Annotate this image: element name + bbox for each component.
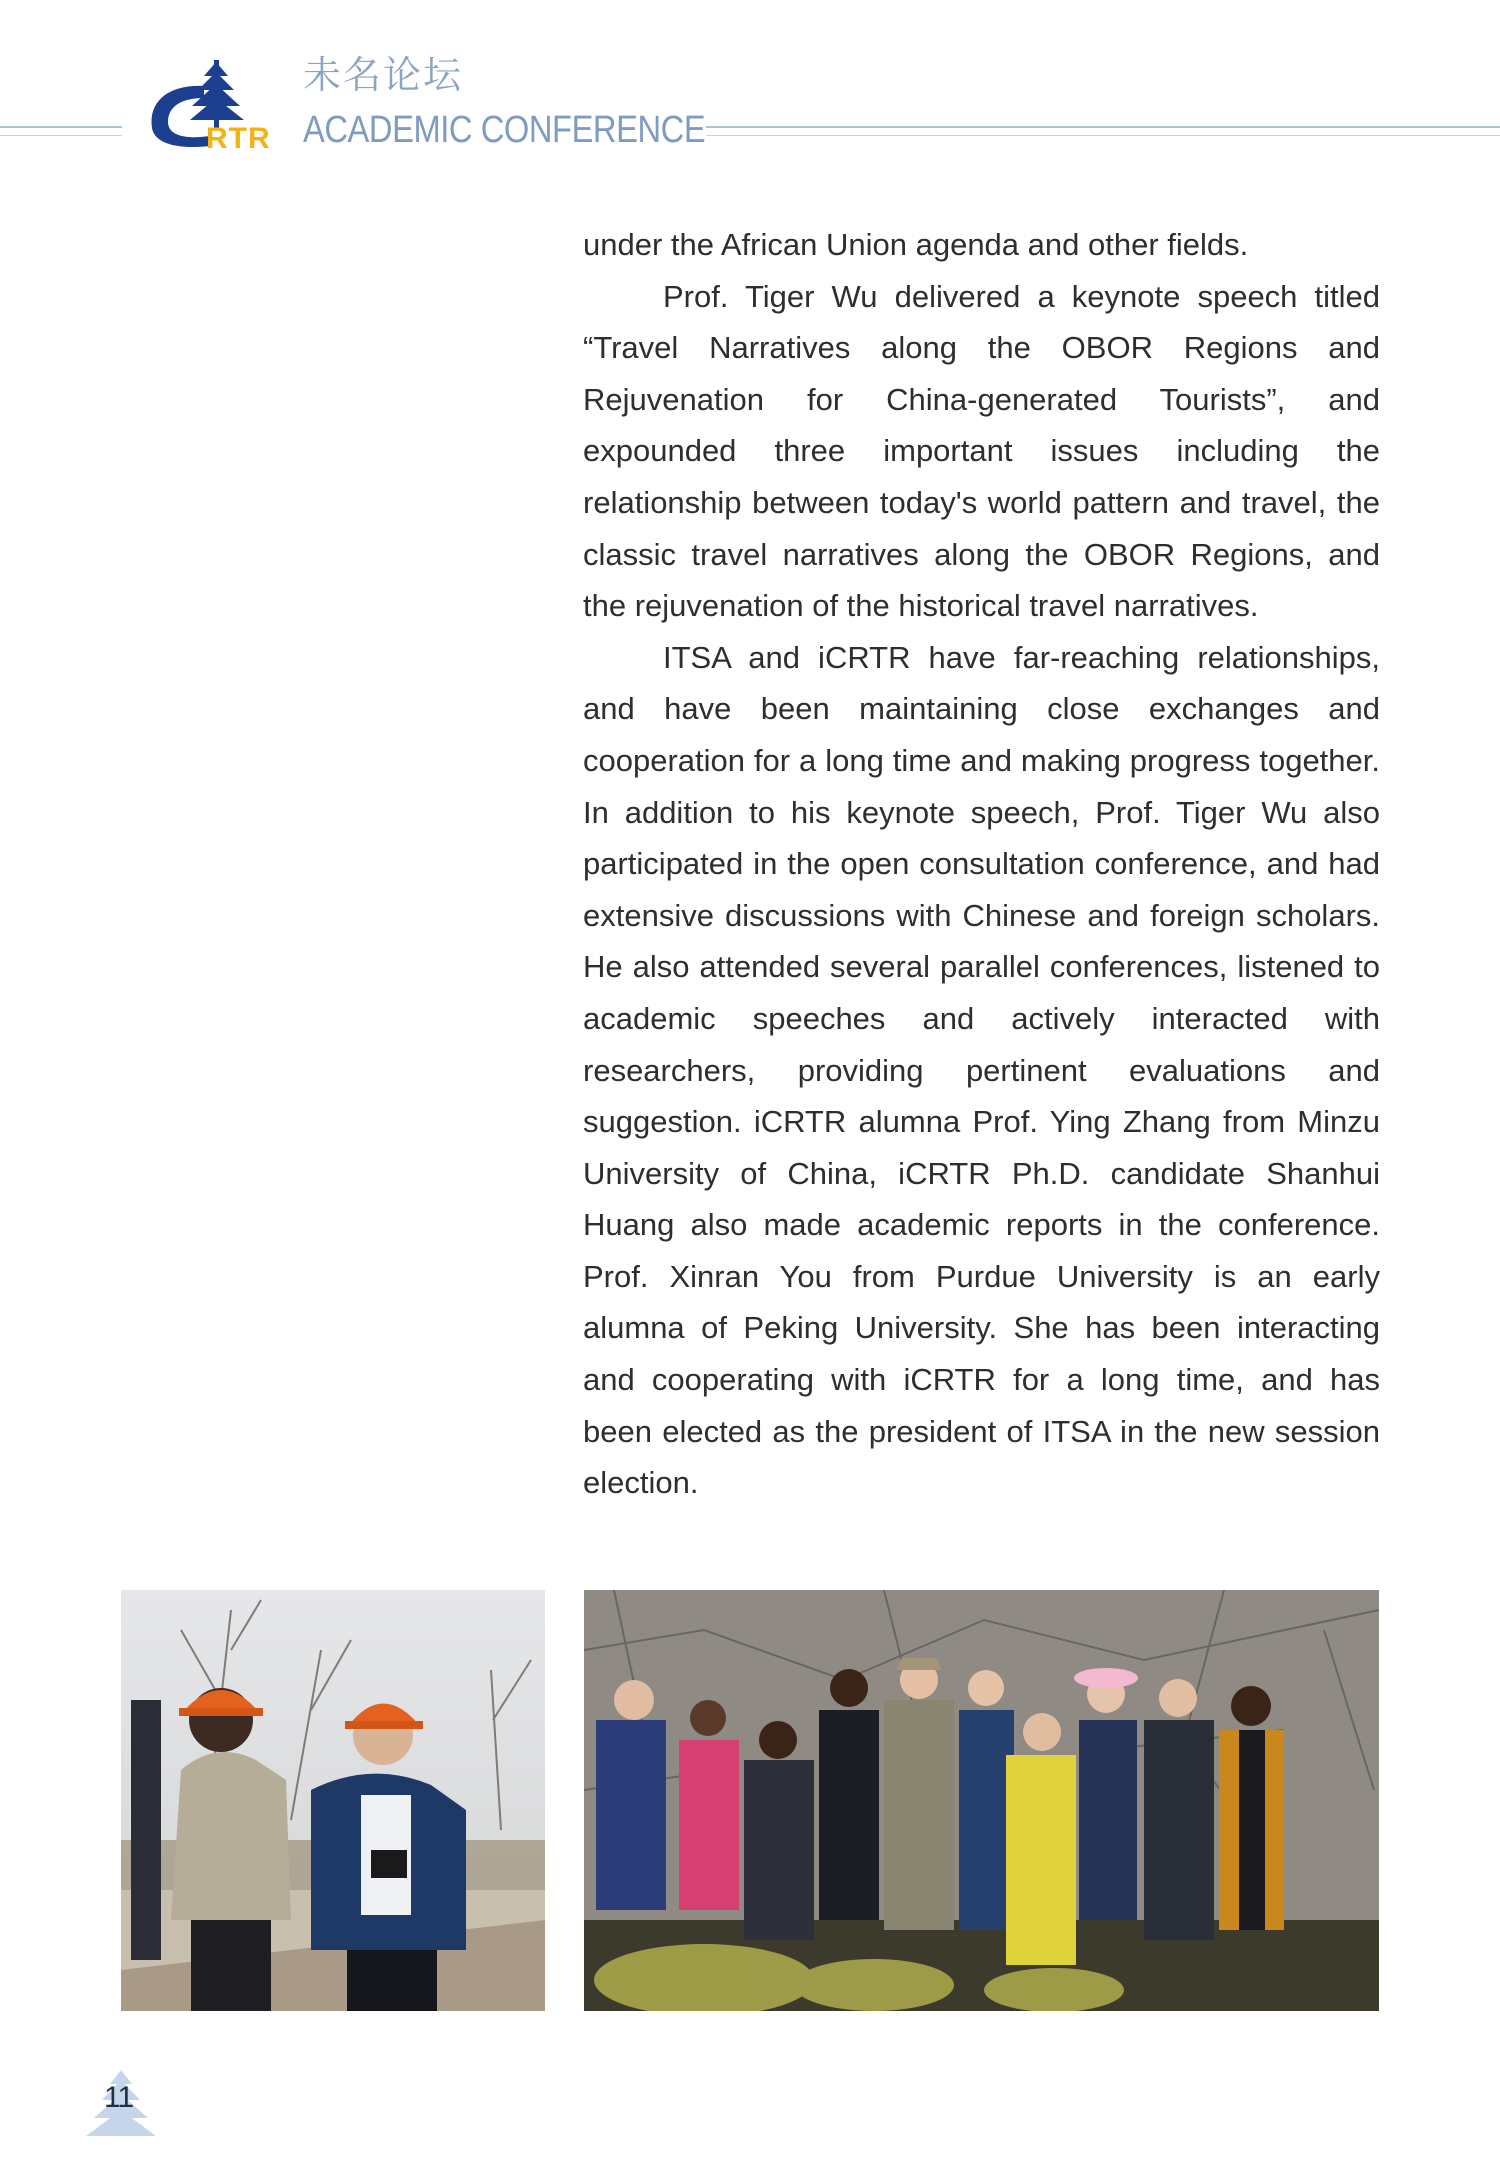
header-title-en: ACADEMIC CONFERENCE [303, 109, 706, 151]
header-rule-right-bottom [706, 135, 1500, 136]
article-paragraph: under the African Union agenda and other fields. [583, 227, 1249, 262]
header-rule-left-top [0, 126, 122, 128]
article-paragraph: Prof. Tiger Wu delivered a keynote speech titled “Travel Narratives along the OBOR Regions and Rejuvenation for China-generated Tourists”, and expounded three important issues including the relationship between today's world pattern and travel, the classic travel narratives along the OBOR Regions, and the rejuvenation of the historical travel narratives. [583, 278, 1380, 624]
icrtr-logo [148, 58, 283, 150]
photo-group-at-rock [584, 1590, 1379, 2011]
logo-text: RTR [206, 122, 271, 150]
photo-hardhat-visitors [121, 1590, 545, 2011]
header-rule-right-top [706, 126, 1500, 128]
page-number: 11 [104, 2081, 134, 2114]
header-rule-left-bottom [0, 135, 122, 136]
header-title-cn: 未名论坛 [303, 53, 464, 97]
article-body [583, 219, 1380, 1509]
article-paragraph: ITSA and iCRTR have far-reaching relationships, and have been maintaining close exchanges and cooperation for a long time and making progress together. In addition to his keynote speech, Prof. Tiger Wu also participated in the open consultation conference, and had extensive discussions with Chinese and foreign scholars. He also attended several parallel conferences, listened to academic speeches and actively interacted with researchers, providing pertinent evaluations and suggestion. iCRTR alumna Prof. Ying Zhang from Minzu University of China, iCRTR Ph.D. candidate Shanhui Huang also made academic reports in the conference. Prof. Xinran You from Purdue University is an early alumna of Peking University. She has been interacting and cooperating with iCRTR for a long time, and has been elected as the president of ITSA in the new session election. [583, 639, 1380, 1501]
